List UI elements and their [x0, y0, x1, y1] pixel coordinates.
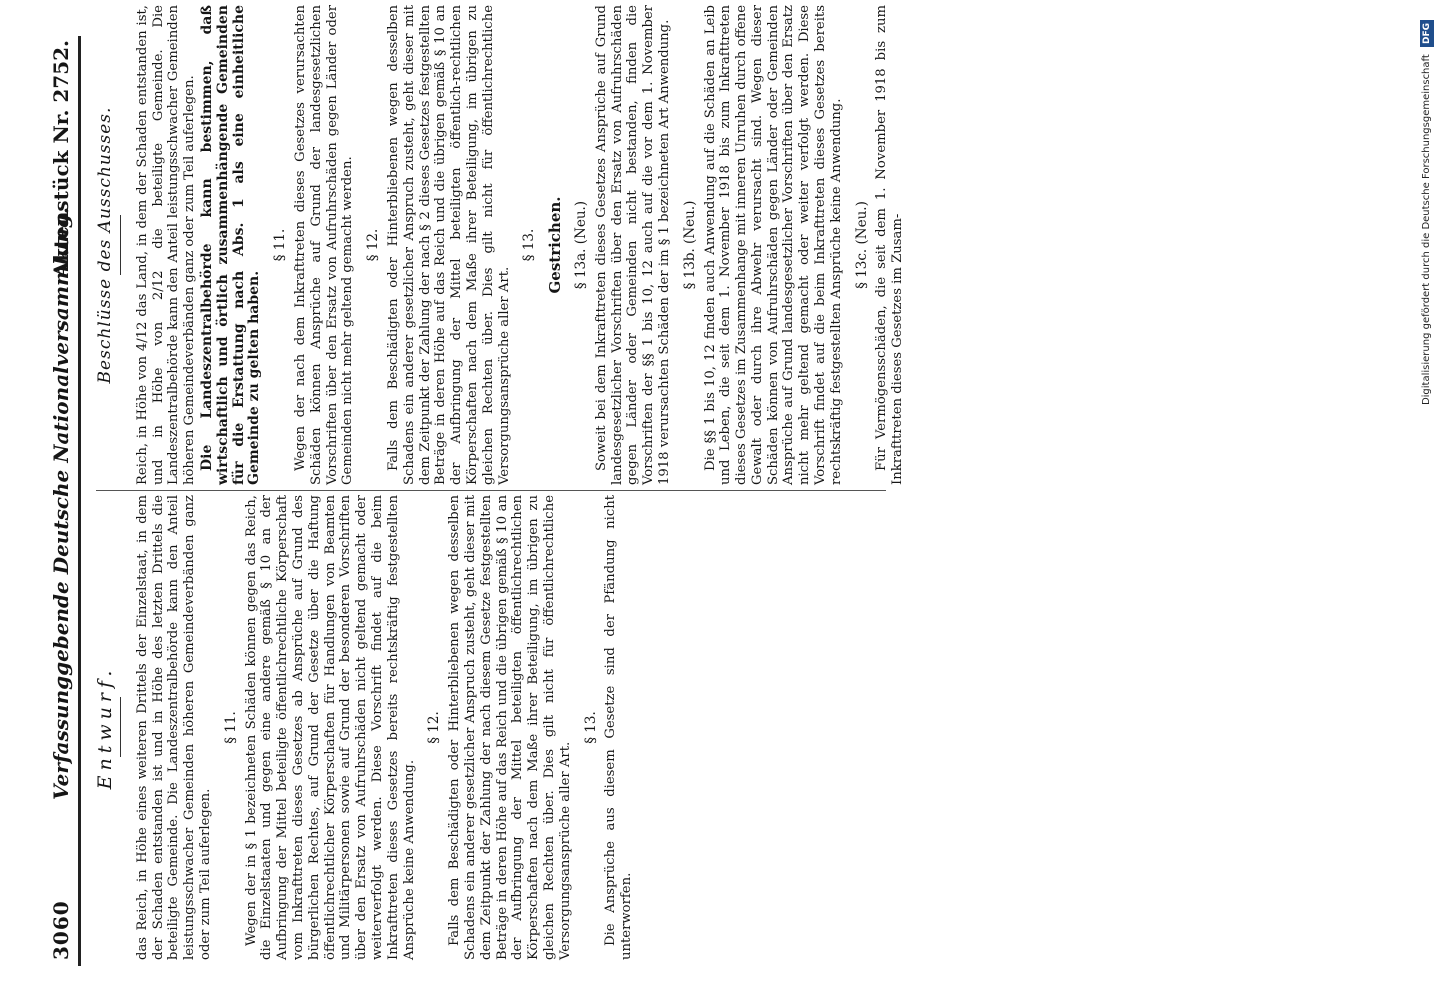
committee-section-12-text: Falls dem Beschädigten oder Hinterbliebenen wegen desselben Schadens ein anderer gesetzlicher Anspruch zusteht, geht dieser mit dem Zeitpunkt der Zahlung der nach § 2 dieses Gesetzes festgestellten Beträge in deren Höhe auf das Reich und die übrigen gemäß § 10 an der Aufbringung der Mittel beteiligten öffentlich-rechtlichen Körperschaften nach dem Maße ihrer Beteiligung, im übrigen zu gleichen Rechten über. Dies gilt nicht für öffentlichrechtliche Versorgungsansprüche aller Art.: [385, 5, 512, 485]
draft-section-13-heading: § 13.: [582, 711, 599, 744]
page-number: 3060: [49, 900, 73, 960]
document-reference: Aktenstück Nr. 2752.: [49, 40, 73, 278]
column-committee: [95, 5, 906, 485]
digitization-text: Digitalisierung gefördert durch die Deutsche Forschungsgemeinschaft: [1421, 54, 1432, 406]
committee-section-11-heading: § 11.: [272, 228, 289, 262]
committee-section-12-heading: § 12.: [365, 228, 382, 262]
column-draft: [94, 495, 635, 960]
committee-section-13b-heading: § 13b. (Neu.): [681, 200, 698, 290]
header-rule: [78, 36, 81, 966]
draft-section-11-text: Wegen der in § 1 bezeichneten Schäden können gegen das Reich, die Einzelstaaten und gegen eine andere gemäß § 10 an der Aufbringung der Mittel beteiligte öffentlichrechtliche Körperschaft vom Inkrafttreten dieses Gesetzes ab Ansprüche auf Grund des bürgerlichen Rechtes, auf Grund der Gesetze über die Haftung öffentlichrechtlicher Körperschaften für Handlungen von Beamten und Militärpersonen sowie auf Grund der besonderen Vorschriften über den Ersatz von Aufruhrschäden nicht geltend gemacht oder weiterverfolgt werden. Diese Vorschrift findet auf die beim Inkrafttreten dieses Gesetzes bereits rechtskräftig festgestellten Ansprüche keine Anwendung.: [243, 495, 417, 960]
committee-section-13-heading: § 13.: [521, 228, 538, 262]
committee-paragraph-10-cont: Reich, in Höhe von 4/12 das Land, in dem der Schaden entstanden ist, und in Höhe von 2/12 die beteiligte Gemeinde. Die Landeszentralbehörde kann den Anteil leistungsschwacher Gemeinden höheren Gemeindeverbänden ganz oder zum Teil auferlegen.: [134, 5, 198, 485]
draft-section-13-text: Die Ansprüche aus diesem Gesetze sind der Pfändung nicht unterworfen.: [603, 495, 635, 960]
committee-section-11-text: Wegen der nach dem Inkrafttreten dieses Gesetzes verursachten Schäden können Ansprüche auf Grund der landesgesetzlichen Vorschriften über den Ersatz von Aufruhrschäden gegen Länder oder Gemeinden nicht mehr geltend gemacht werden.: [292, 5, 356, 485]
column-heading-draft: Entwurf.: [94, 665, 116, 790]
draft-section-11-heading: § 11.: [222, 711, 239, 744]
committee-section-13b-text: Die §§ 1 bis 10, 12 finden auch Anwendung auf die Schäden an Leib und Leben, die seit dem 1. November 1918 bis zum Inkrafttreten dieses Gesetzes im Zusammenhange mit inneren Unruhen durch offene Gewalt oder durch ihre Abwehr verursacht sind. Wegen dieser Schäden können von Aufruhrschäden gegen Länder oder Gemeinden Ansprüche auf Grund landesgesetzlicher Vorschriften über den Ersatz nicht mehr geltend gemacht oder weiter verfolgt werden. Diese Vorschrift findet auf die beim Inkrafttreten dieses Gesetzes bereits rechtskräftig festgestellten Ansprüche keine Anwendung.: [702, 5, 844, 485]
running-head: [48, 40, 74, 960]
digitization-note: [1420, 20, 1434, 980]
draft-section-12-heading: § 12.: [426, 711, 443, 744]
committee-section-13c-text: Für Vermögensschäden, die seit dem 1. November 1918 bis zum Inkrafttreten dieses Gesetzes im Zusam-: [874, 5, 906, 485]
heading-rule: [120, 698, 121, 758]
committee-section-13a-heading: § 13a. (Neu.): [572, 200, 589, 290]
draft-section-12-text: Falls dem Beschädigten oder Hinterbliebenen wegen desselben Schadens ein anderer gesetzlicher Anspruch zusteht, geht dieser mit dem Zeitpunkt der Zahlung der nach diesem Gesetze festgestellten Beträge in deren Höhe auf das Reich und die übrigen gemäß § 10 an der Aufbringung der Mittel beteiligten öffentlichrechtlichen Körperschaften nach dem Maße ihrer Beteiligung, im übrigen zu gleichen Rechten über. Dies gilt nicht für öffentlichrechtliche Versorgungsansprüche aller Art.: [447, 495, 573, 960]
committee-section-13c-heading: § 13c. (Neu.): [853, 201, 870, 289]
column-divider: [96, 490, 886, 491]
publication-title: Verfassunggebende Deutsche Nationalversammlung.: [49, 207, 73, 800]
dfg-logo: DFG: [1420, 20, 1434, 47]
column-heading-committee: Beschlüsse des Ausschusses.: [95, 106, 115, 384]
committee-section-13a-text: Soweit bei dem Inkrafttreten dieses Gesetzes Ansprüche auf Grund landesgesetzlicher Vorschriften über den Ersatz von Aufruhrschäden gegen Länder oder Gemeinden nicht bestanden, finden die Vorschriften der §§ 1 bis 10, 12 auch auf die vor dem 1. November 1918 verursachten Schäden der im § 1 bezeichneten Art Anwendung.: [593, 5, 672, 485]
committee-paragraph-10-new: Die Landeszentralbehörde kann bestimmen, daß wirtschaftlich und örtlich zusammenhängende Gemeinden für die Erstattung nach Abs. 1 als eine einheitliche Gemeinde zu gelten haben.: [198, 5, 263, 485]
draft-paragraph-10-cont: das Reich, in Höhe eines weiteren Drittels der Einzelstaat, in dem der Schaden entstanden ist und in Höhe des letzten Drittels die beteiligte Gemeinde. Die Landeszentralbehörde kann den Anteil leistungsschwacher Gemeinden höheren Gemeindeverbänden ganz oder zum Teil auferlegen.: [134, 495, 213, 960]
heading-rule: [120, 215, 121, 275]
committee-section-13-struck: Gestrichen.: [546, 196, 565, 294]
